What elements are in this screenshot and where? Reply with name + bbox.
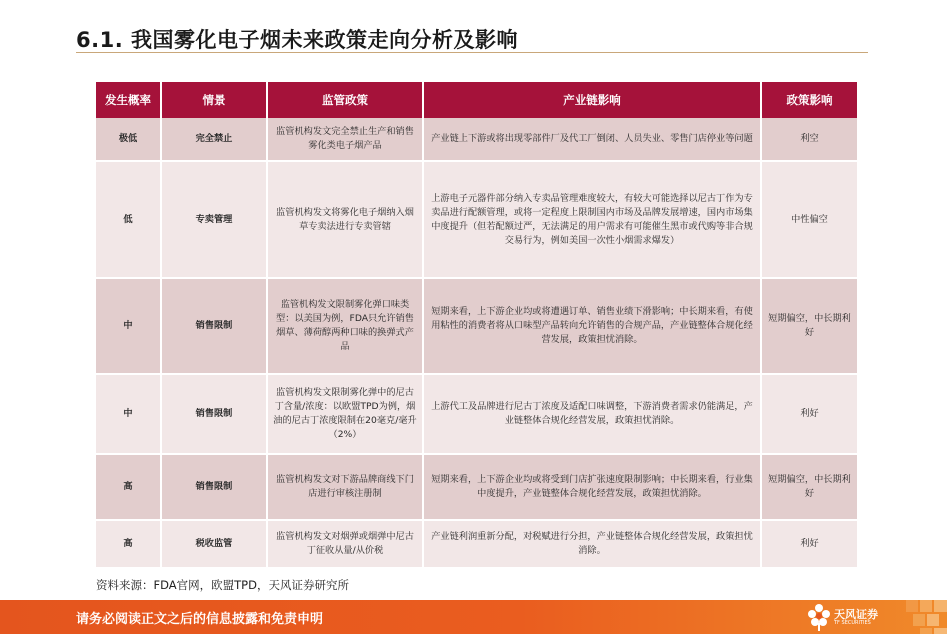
header-policy-impact: 政策影响 <box>761 82 857 118</box>
cell-scenario: 销售限制 <box>161 278 267 374</box>
page-title: 6.1. 我国雾化电子烟未来政策走向分析及影响 <box>76 28 518 52</box>
cell-policy: 监管机构发文完全禁止生产和销售雾化类电子烟产品 <box>267 118 423 161</box>
cell-probability: 低 <box>96 161 161 278</box>
cell-scenario: 销售限制 <box>161 454 267 520</box>
cell-chain-impact: 产业链上下游或将出现零部件厂及代工厂倒闭、人员失业、零售门店停业等问题 <box>423 118 761 161</box>
cell-chain-impact: 上游电子元器件部分纳入专卖品管理难度较大，有较大可能选择以尼古丁作为专卖品进行配额管理，或将一定程度上限制国内市场及品牌发展增速，国内市场集中度提升（但若配额过严，无法满足的用户需求有可能催生黑市或代购等非合规交易行为，例如美国一次性小烟需求爆发） <box>423 161 761 278</box>
cell-policy: 监管机构发文对烟弹或烟弹中尼古丁征收从量/从价税 <box>267 520 423 568</box>
flower-logo-icon <box>806 603 832 631</box>
cell-scenario: 销售限制 <box>161 374 267 454</box>
cell-probability: 高 <box>96 454 161 520</box>
table-row <box>96 520 857 568</box>
header-scenario: 情景 <box>161 82 267 118</box>
table-row <box>96 118 857 161</box>
cell-scenario: 专卖管理 <box>161 161 267 278</box>
cell-policy: 监管机构发文对下游品牌商线下门店进行审核注册制 <box>267 454 423 520</box>
table-header-row <box>96 82 857 118</box>
cell-policy: 监管机构发文限制雾化弹口味类型：以美国为例，FDA只允许销售烟草、薄荷醇两种口味的换弹式产品 <box>267 278 423 374</box>
cell-probability: 中 <box>96 278 161 374</box>
cell-policy-impact: 中性偏空 <box>761 161 857 278</box>
table-row <box>96 278 857 374</box>
logo-name: 天风证券 <box>834 608 878 621</box>
header-probability: 发生概率 <box>96 82 161 118</box>
cell-probability: 中 <box>96 374 161 454</box>
title-divider <box>76 52 868 53</box>
cell-chain-impact: 短期来看，上下游企业均或将受到门店扩张速度限制影响；中长期来看，行业集中度提升，产业链整体合规化经营发展，政策担忧消除。 <box>423 454 761 520</box>
decorative-squares-icon <box>900 600 947 634</box>
footer-bar <box>0 600 947 634</box>
cell-policy: 监管机构发文限制雾化弹中的尼古丁含量/浓度：以欧盟TPD为例，烟油的尼古丁浓度限制在20毫克/毫升（2%） <box>267 374 423 454</box>
cell-scenario: 完全禁止 <box>161 118 267 161</box>
company-logo <box>806 603 906 631</box>
disclaimer-link[interactable]: 请务必阅读正文之后的信息披露和免责申明 <box>76 612 324 627</box>
logo-subtitle: TF SECURITIES <box>834 620 871 626</box>
cell-policy-impact: 利空 <box>761 118 857 161</box>
cell-policy: 监管机构发文将雾化电子烟纳入烟草专卖法进行专卖管辖 <box>267 161 423 278</box>
cell-chain-impact: 产业链利润重新分配，对税赋进行分担，产业链整体合规化经营发展，政策担忧消除。 <box>423 520 761 568</box>
header-chain-impact: 产业链影响 <box>423 82 761 118</box>
table-row <box>96 374 857 454</box>
cell-policy-impact: 利好 <box>761 374 857 454</box>
cell-policy-impact: 利好 <box>761 520 857 568</box>
cell-policy-impact: 短期偏空，中长期利好 <box>761 278 857 374</box>
policy-table <box>96 82 857 569</box>
cell-chain-impact: 上游代工及品牌进行尼古丁浓度及适配口味调整，下游消费者需求仍能满足，产业链整体合规化经营发展，政策担忧消除。 <box>423 374 761 454</box>
cell-scenario: 税收监管 <box>161 520 267 568</box>
header-policy: 监管政策 <box>267 82 423 118</box>
cell-chain-impact: 短期来看，上下游企业均或将遭遇订单、销售业绩下滑影响；中长期来看，有使用粘性的消费者将从口味型产品转向允许销售的合规产品，产业链整体合规化经营发展，政策担忧消除。 <box>423 278 761 374</box>
source-note: 资料来源：FDA官网，欧盟TPD，天风证券研究所 <box>96 578 349 592</box>
table-row <box>96 161 857 278</box>
table-row <box>96 454 857 520</box>
cell-policy-impact: 短期偏空，中长期利好 <box>761 454 857 520</box>
cell-probability: 极低 <box>96 118 161 161</box>
cell-probability: 高 <box>96 520 161 568</box>
